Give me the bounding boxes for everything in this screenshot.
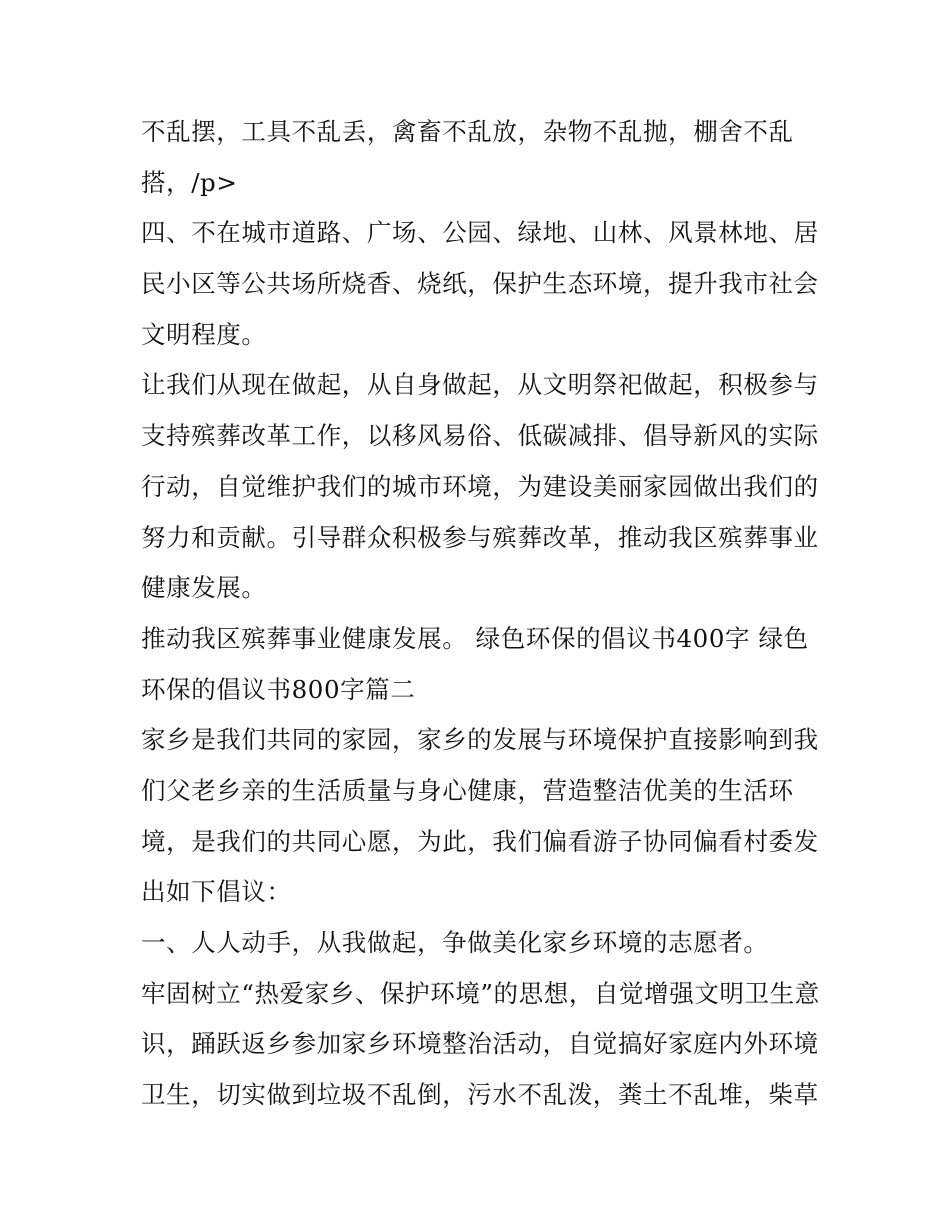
text-line: 民小区等公共场所烧香、烧纸，保护生态环境，提升我市社会 [141,269,819,299]
text-line: 家乡是我们共同的家园，家乡的发展与环境保护直接影响到我 [141,725,819,755]
paragraph-1 [141,107,821,208]
paragraph-3 [141,360,821,613]
text-line: 四、不在城市道路、广场、公园、绿地、山林、风景林地、居 [141,218,819,248]
paragraph-6 [141,918,821,969]
paragraph-4 [141,614,821,715]
paragraph-2 [141,208,821,360]
text-line: 不乱摆，工具不乱丢，禽畜不乱放，杂物不乱抛，棚舍不乱 [141,117,794,146]
text-line: 文明程度。 [141,319,267,349]
paragraph-7 [141,969,821,1121]
text-line: 搭，/p> [141,167,238,197]
text-line: 环保的倡议书800字篇二 [141,674,416,704]
paragraph-5 [141,715,821,918]
text-line: 努力和贡献。引导群众积极参与殡葬改革，推动我区殡葬事业 [141,522,819,552]
document-body [141,107,821,1121]
text-line: 让我们从现在做起，从自身做起，从文明祭祀做起，积极参与 [141,370,819,400]
text-line: 境，是我们的共同心愿，为此，我们偏看游子协同偏看村委发 [141,826,819,856]
text-line: 行动，自觉维护我们的城市环境，为建设美丽家园做出我们的 [141,471,819,501]
text-line: 牢固树立“热爱家乡、保护环境”的思想，自觉增强文明卫生意 [141,978,820,1008]
text-line: 推动我区殡葬事业健康发展。 绿色环保的倡议书400字 绿色 [141,623,809,653]
text-line: 支持殡葬改革工作，以移风易俗、低碳减排、倡导新风的实际 [141,421,819,451]
text-line: 们父老乡亲的生活质量与身心健康，营造整洁优美的生活环 [141,775,794,805]
text-line: 健康发展。 [141,573,267,603]
text-line: 识，踊跃返乡参加家乡环境整治活动，自觉搞好家庭内外环境 [141,1029,819,1059]
text-line: 一、人人动手，从我做起，争做美化家乡环境的志愿者。 [141,928,769,957]
text-line: 出如下倡议： [141,877,292,907]
text-line: 卫生，切实做到垃圾不乱倒，污水不乱泼，粪土不乱堆，柴草 [141,1080,819,1110]
